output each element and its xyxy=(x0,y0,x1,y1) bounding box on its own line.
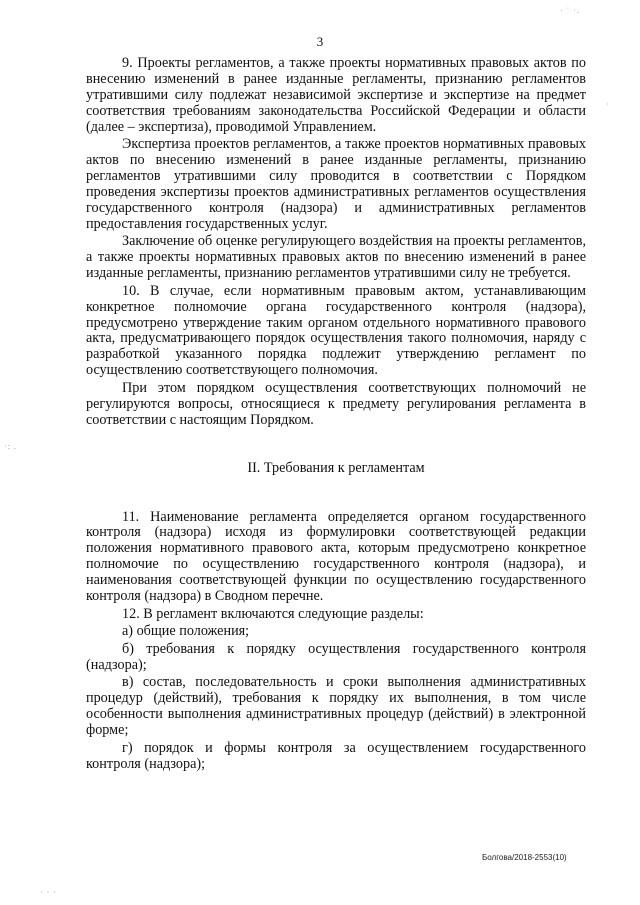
scan-noise: ·: . xyxy=(4,442,17,451)
document-body xyxy=(86,56,586,774)
list-item: в) состав, последовательность и сроки выполнения административных процедур (действий), требования к порядку их выполнения, в том числе особенности выполнения административных процедур (действий) в электронной форме; xyxy=(86,674,586,739)
paragraph: При этом порядком осуществления соответствующих полномочий не регулируются вопросы, относящиеся к предмету регулирования регламента в соответствии с настоящим Порядком. xyxy=(86,379,586,428)
page-number: 3 xyxy=(316,34,324,49)
list-item: б) требования к порядку осуществления государственного контроля (надзора); xyxy=(86,640,586,673)
paragraph: Заключение об оценке регулирующего воздействия на проекты регламентов, а также проекты нормативных правовых актов по внесению изменений в ранее изданные регламенты, признанию регламентов утратившими силу не требуется. xyxy=(86,233,586,282)
paragraph: 10. В случае, если нормативным правовым актом, устанавливающим конкретное полномочие органа государственного контроля (надзора), предусмотрено утверждение таким органом отдельного нормативного правового акта, предусматривающего порядок осуществления такого полномочия, наряду с разработкой указанного порядка подлежит утверждению регламент по осуществлению соответствующего полномочия. xyxy=(86,282,586,379)
list-item: а) общие положения; xyxy=(122,623,250,640)
scan-noise: · · · xyxy=(40,888,57,897)
paragraph: 11. Наименование регламента определяется органом государственного контроля (надзора) исходя из формулировки соответствующей редакции положения нормативного правового акта, которым предусмотрено конкретное полномочие по осуществлению государственного контроля (надзора), и наименования соответствующей функции по осуществлению государственного контроля (надзора) в Сводном перечне. xyxy=(86,508,586,605)
document-code: Болгова/2018-2553(10) xyxy=(482,853,567,862)
scan-noise: · xyxy=(606,100,610,109)
paragraph: 12. В регламент включаются следующие разделы: xyxy=(122,605,424,622)
list-item: г) порядок и формы контроля за осуществлением государственного контроля (надзора); xyxy=(86,739,586,772)
paragraph: 9. Проекты регламентов, а также проекты нормативных правовых актов по внесению изменений в ранее изданные регламенты, признанию регламентов утратившими силу подлежат независимой экспертизе и экспертизе на предмет соответствия требованиям законодательства Российской Федерации и области (далее – экспертиза), проводимой Управлением. xyxy=(86,55,586,135)
scan-noise: · ˙ ·. xyxy=(560,6,580,15)
section-heading: II. Требования к регламентам xyxy=(247,459,425,476)
paragraph: Экспертиза проектов регламентов, а также проектов нормативных правовых актов по внесению изменений в ранее изданные регламенты, признанию регламентов утратившими силу проводится в соответствии с Порядком проведения экспертизы проектов административных регламентов осуществления государственного контроля (надзора) и административных регламентов предоставления государственных услуг. xyxy=(86,136,586,232)
